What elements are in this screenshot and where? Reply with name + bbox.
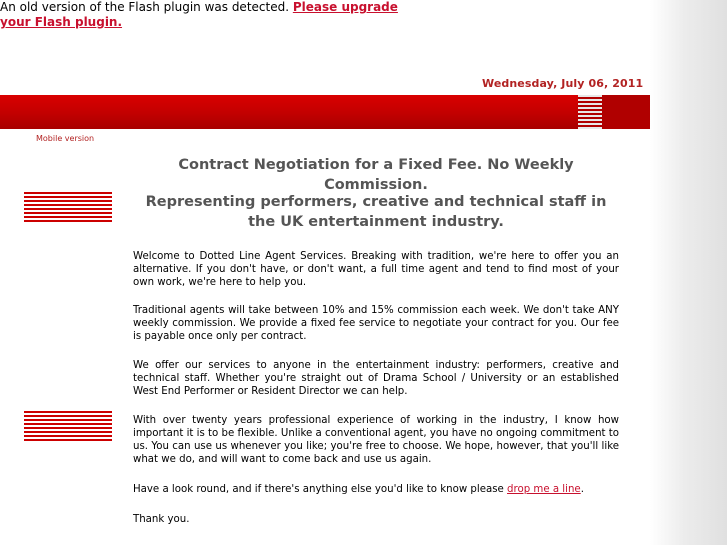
flash-upgrade-link[interactable]: Please upgrade your Flash plugin.	[0, 0, 398, 29]
page-subheadline: Representing performers, creative and technical staff in the UK entertainment industry.	[145, 194, 607, 230]
services-paragraph: We offer our services to anyone in the entertainment industry: performers, creative and technical staff. Whether you're straight out of Drama School / University or an established West End Performer or Resident Director we can help.	[133, 360, 619, 397]
header-red-banner	[0, 95, 650, 129]
flash-notice-text: An old version of the Flash plugin was detected.	[0, 0, 293, 14]
experience-paragraph: With over twenty years professional experience of working in the industry, I know how important it is to be flexible. Unlike a conventional agent, you have no ongoing commitment to us. You can use us whenever you like; you're free to choose. We hope, however, that you'll like what we do, and will want to come back and use us again.	[133, 415, 619, 465]
contact-paragraph	[133, 483, 619, 496]
intro-paragraph: Welcome to Dotted Line Agent Services. Breaking with tradition, we're here to offer you an alternative. If you don't have, or don't want, a full time agent and tend to find most of your own work, we're here to help you.	[133, 251, 619, 288]
mobile-version-link[interactable]: Mobile version	[36, 134, 95, 143]
page-headline: Contract Negotiation for a Fixed Fee. No Weekly Commission.	[178, 157, 574, 193]
banner-edge-decoration	[602, 95, 650, 129]
thank-you-text: Thank you.	[133, 514, 190, 525]
flash-upgrade-notice	[0, 0, 420, 30]
contact-text: Have a look round, and if there's anything else you'd like to know please	[133, 484, 508, 495]
striped-decoration-bottom	[24, 411, 112, 443]
contact-period: .	[580, 484, 584, 495]
current-date: Wednesday, July 06, 2011	[482, 77, 644, 90]
commission-paragraph: Traditional agents will take between 10% and 15% commission each week. We don't take ANY weekly commission. We provide a fixed fee service to negotiate your contract for you. Our fee is payable once only per contract.	[133, 305, 619, 342]
striped-decoration-top	[24, 192, 112, 224]
banner-stripes-decoration	[578, 95, 602, 129]
drop-me-a-line-link[interactable]: drop me a line	[507, 484, 581, 495]
right-background-gradient	[650, 0, 727, 545]
